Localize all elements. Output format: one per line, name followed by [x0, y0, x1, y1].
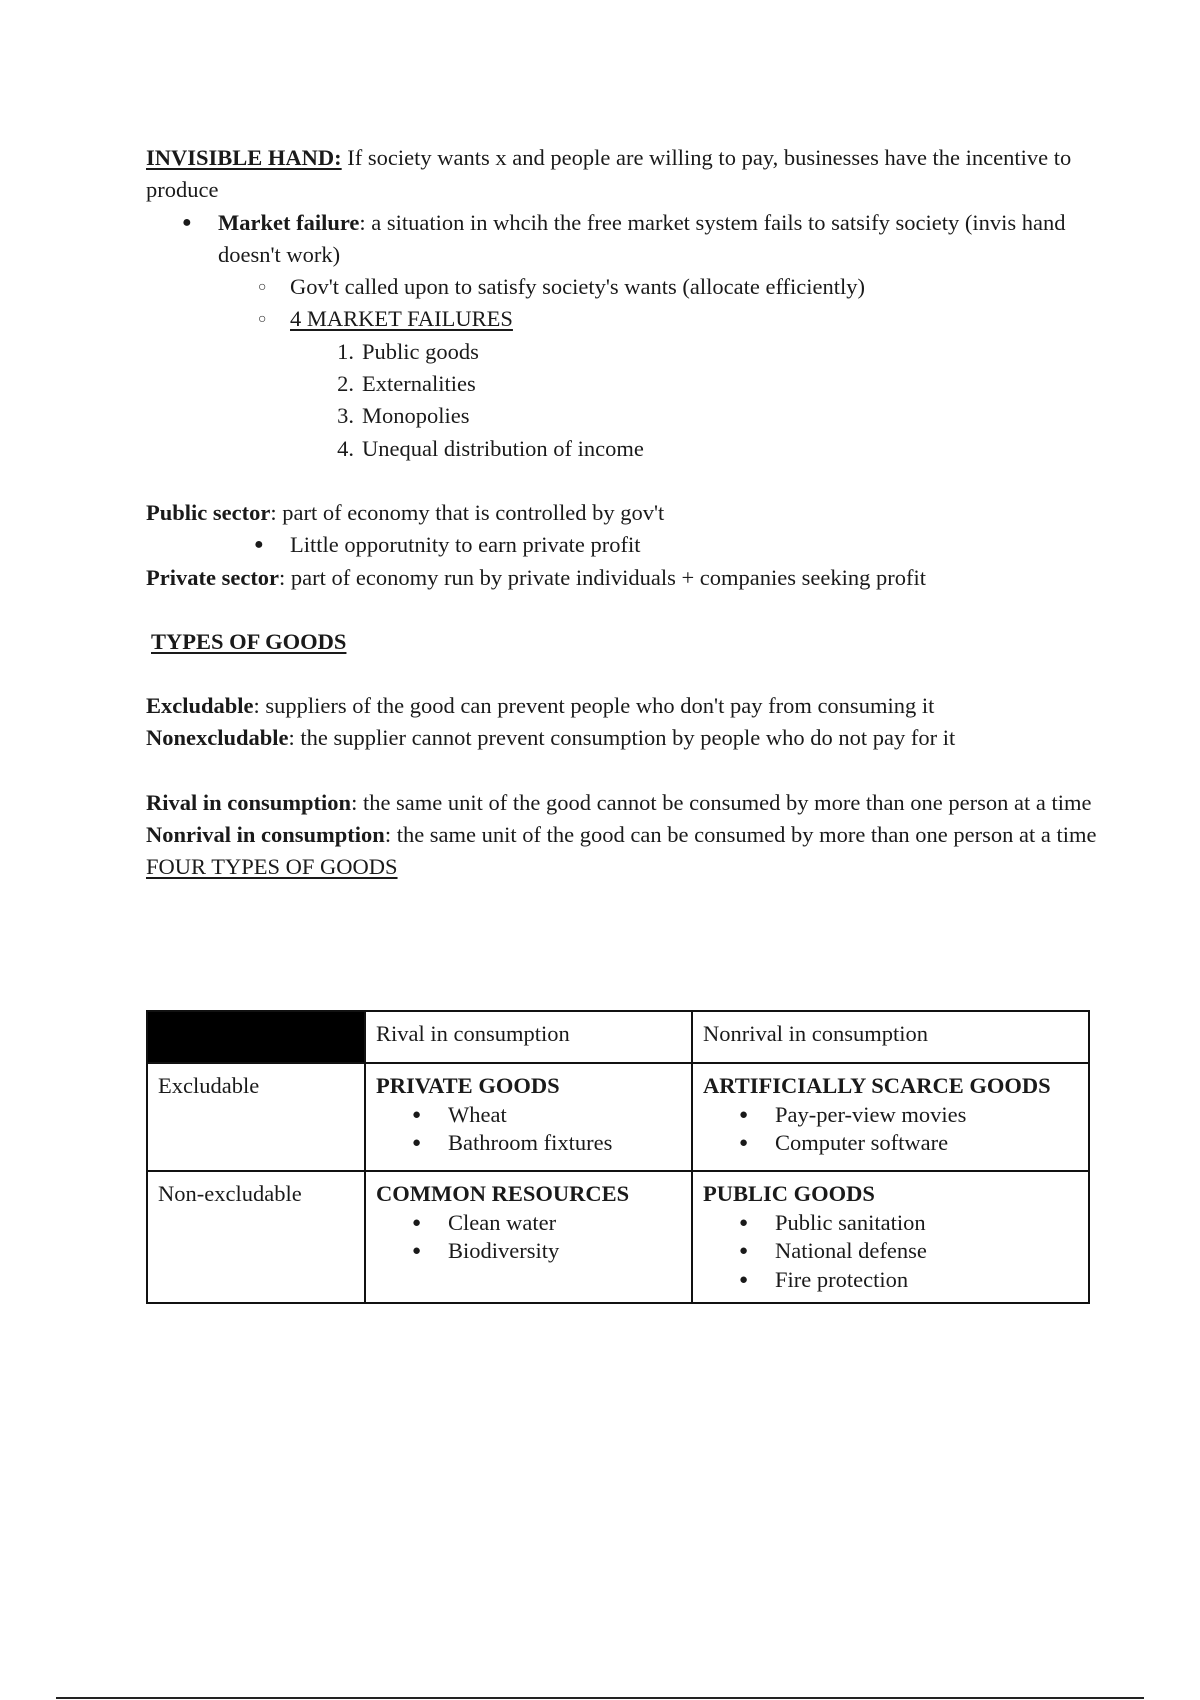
four-market-failures-heading: 4 MARKET FAILURES — [290, 306, 513, 332]
public-sector-bullet: ● Little opporutnity to earn private profit — [254, 529, 1106, 561]
private-sector-definition: : part of economy run by private individuals + companies seeking profit — [279, 564, 926, 590]
row-label-excludable: Excludable — [147, 1063, 365, 1171]
definition-text: : suppliers of the good can prevent people who don't pay from consuming it — [253, 693, 935, 719]
invisible-hand-definition: If society wants x and people are willing to pay, businesses have the incentive to produce — [146, 145, 1072, 203]
definition-rival — [146, 787, 1106, 819]
market-failure-list — [182, 207, 1106, 465]
spacer — [146, 594, 1106, 626]
list-number: 2. — [337, 371, 354, 397]
definition-text: : the supplier cannot prevent consumption by people who do not pay for it — [288, 725, 956, 751]
private-sector-paragraph — [146, 562, 1106, 594]
list-item — [326, 336, 1106, 368]
subpoint-govt: ○ Gov't called upon to satisfy society's wants (allocate efficiently) — [254, 271, 1106, 303]
list-text: Externalities — [362, 371, 476, 397]
list-text: Unequal distribution of income — [362, 435, 644, 461]
row-label-non-excludable: Non-excludable — [147, 1171, 365, 1303]
invisible-hand-paragraph — [146, 142, 1106, 207]
cell-title: PUBLIC GOODS — [703, 1181, 875, 1206]
list-item: ● Public sanitation — [703, 1209, 1078, 1238]
column-header-rival: Rival in consumption — [365, 1011, 692, 1063]
definition-excludable — [146, 690, 1106, 722]
list-item: ● Computer software — [703, 1129, 1078, 1158]
list-item: ● Wheat — [376, 1101, 681, 1130]
public-sector-term: Public sector — [146, 499, 271, 525]
private-sector-term: Private sector — [146, 564, 280, 590]
list-number: 1. — [337, 338, 354, 364]
list-item: ● National defense — [703, 1237, 1078, 1266]
table-cell-artificially-scarce-goods — [692, 1063, 1089, 1171]
invisible-hand-term: INVISIBLE HAND: — [146, 145, 342, 170]
four-types-of-goods-heading: FOUR TYPES OF GOODS — [146, 854, 398, 880]
spacer — [146, 658, 1106, 690]
market-failure-subpoints — [254, 271, 1106, 465]
spacer — [146, 755, 1106, 787]
list-text: Public goods — [362, 338, 479, 364]
definition-term: Excludable — [146, 693, 254, 719]
list-item: ● Bathroom fixtures — [376, 1129, 681, 1158]
list-number: 3. — [337, 403, 354, 429]
list-item — [326, 400, 1106, 432]
table-row — [147, 1171, 1089, 1303]
market-failure-definition: : a situation in whcih the free market system fails to satsify society (invis hand doesn't work) — [218, 209, 1066, 267]
cell-title: COMMON RESOURCES — [376, 1181, 630, 1206]
list-item — [326, 433, 1106, 465]
document-body — [146, 142, 1106, 884]
definition-term: Nonrival in consumption — [146, 822, 385, 848]
market-failure-item — [182, 207, 1106, 465]
list-item: ● Pay-per-view movies — [703, 1101, 1078, 1130]
list-item — [326, 368, 1106, 400]
column-header-nonrival: Nonrival in consumption — [692, 1011, 1089, 1063]
definition-nonexcludable — [146, 722, 1106, 754]
table-cell-common-resources — [365, 1171, 692, 1303]
page-bottom-divider — [56, 1697, 1144, 1699]
list-item: ● Biodiversity — [376, 1237, 681, 1266]
public-sector-paragraph — [146, 497, 1106, 529]
cell-list — [376, 1209, 681, 1266]
definition-text: : the same unit of the good can be consumed by more than one person at a time — [384, 822, 1097, 848]
definition-term: Rival in consumption — [146, 789, 352, 815]
cell-list — [376, 1101, 681, 1158]
definition-text: : the same unit of the good cannot be consumed by more than one person at a time — [351, 789, 1092, 815]
cell-list — [703, 1101, 1078, 1158]
goods-types-table — [146, 1010, 1090, 1304]
table-row — [147, 1063, 1089, 1171]
public-sector-definition: : part of economy that is controlled by gov't — [270, 499, 665, 525]
spacer — [146, 465, 1106, 497]
cell-title: PRIVATE GOODS — [376, 1073, 560, 1098]
list-item: ● Clean water — [376, 1209, 681, 1238]
table-cell-public-goods — [692, 1171, 1089, 1303]
table-corner-cell — [147, 1011, 365, 1063]
definition-nonrival — [146, 819, 1106, 851]
cell-title: ARTIFICIALLY SCARCE GOODS — [703, 1073, 1051, 1098]
list-number: 4. — [337, 435, 354, 461]
list-item: ● Fire protection — [703, 1266, 1078, 1295]
definition-term: Nonexcludable — [146, 725, 289, 751]
cell-list — [703, 1209, 1078, 1295]
list-text: Monopolies — [362, 403, 470, 429]
table-cell-private-goods — [365, 1063, 692, 1171]
subpoint-4-market-failures — [254, 303, 1106, 464]
table-header-row — [147, 1011, 1089, 1063]
public-sector-bullets — [254, 529, 1106, 561]
types-of-goods-heading: TYPES OF GOODS — [151, 628, 347, 654]
market-failure-term: Market failure — [218, 209, 360, 235]
market-failures-numbered-list — [326, 336, 1106, 465]
